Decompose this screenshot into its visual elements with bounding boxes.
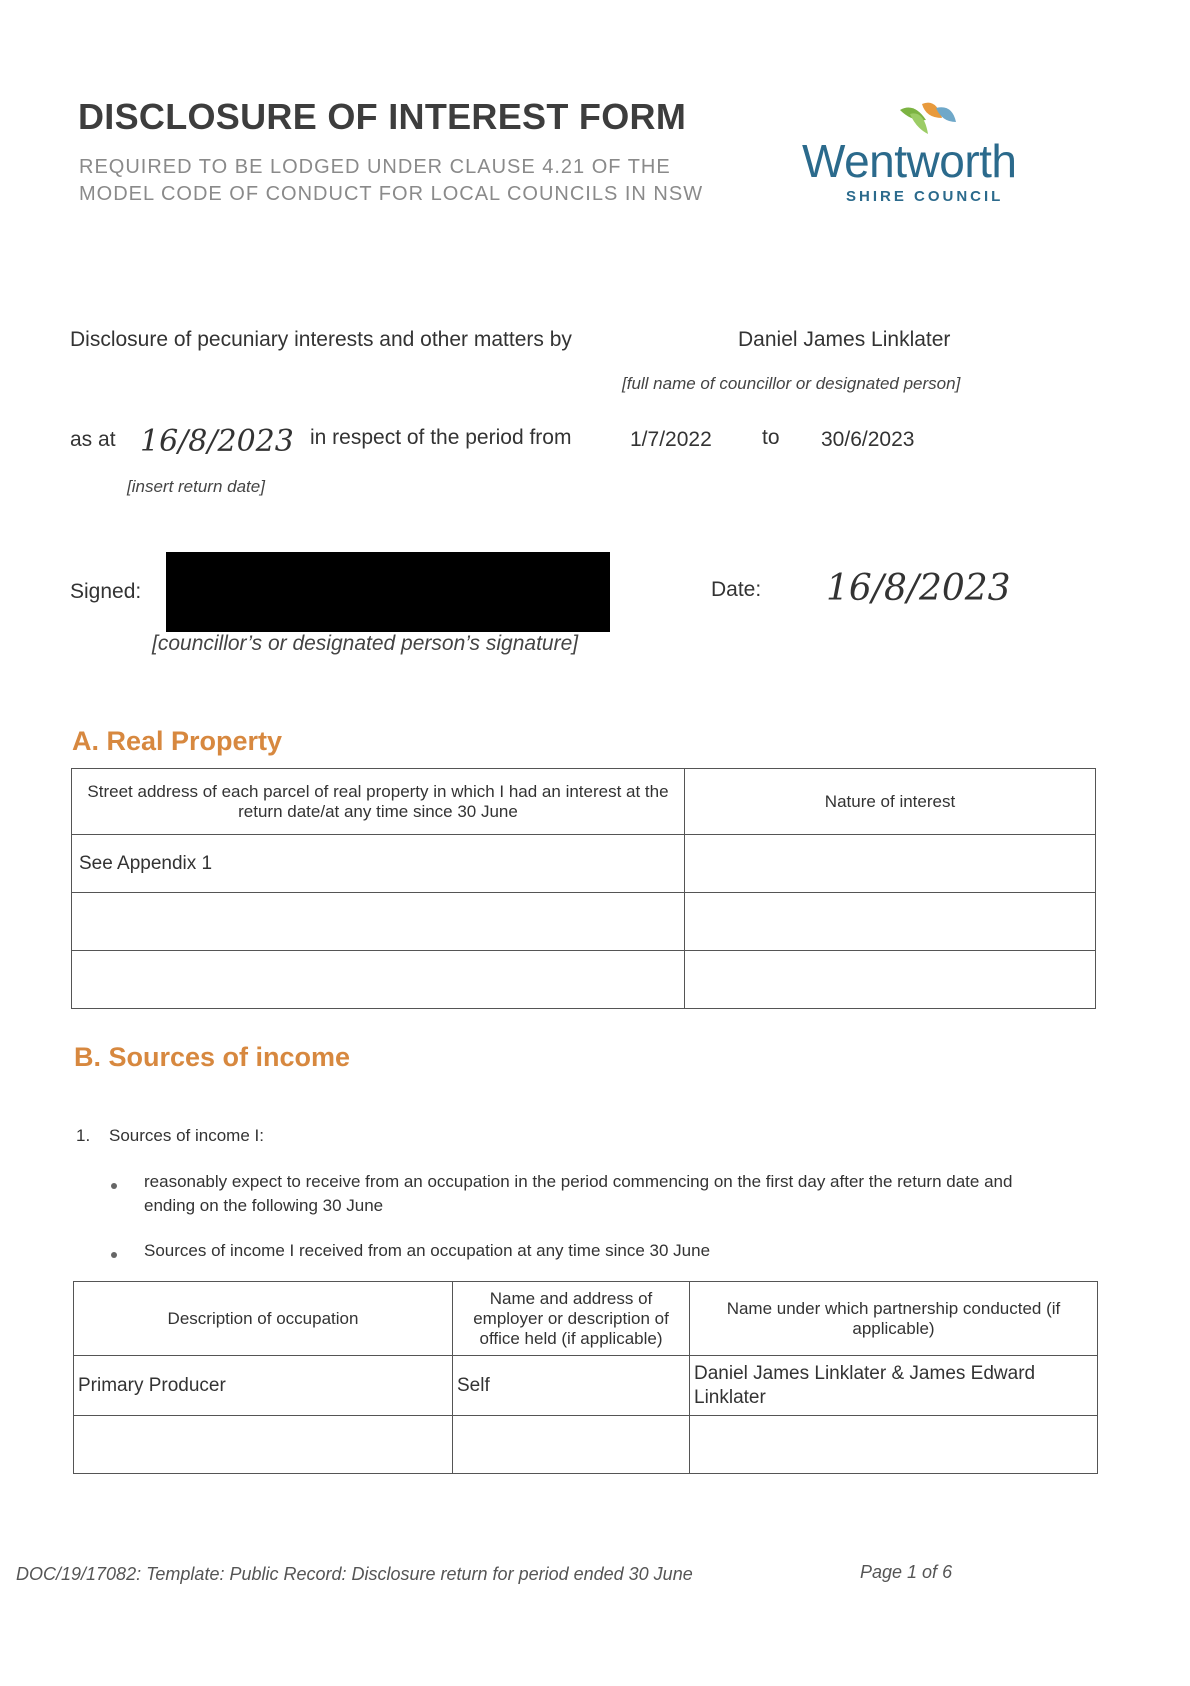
- period-from: 1/7/2022: [630, 428, 712, 451]
- period-to: 30/6/2023: [821, 428, 915, 451]
- income-item-label: Sources of income I:: [109, 1126, 264, 1145]
- table-row: [74, 1416, 1098, 1474]
- bullet-dot: [111, 1183, 117, 1189]
- table-cell: Daniel James Linklater & James Edward Linklater: [690, 1356, 1098, 1416]
- bullet-item: reasonably expect to receive from an occupation in the period commencing on the first day after the return date and ending on the following 30 June: [144, 1172, 1013, 1215]
- logo-wordmark: Wentworth: [802, 135, 1017, 187]
- to-label: to: [762, 426, 780, 449]
- table-cell: Primary Producer: [74, 1356, 453, 1416]
- name-note: [full name of councillor or designated person]: [622, 374, 961, 393]
- column-header: Name under which partnership conducted (if applicable): [690, 1282, 1098, 1356]
- table-cell: [690, 1416, 1098, 1474]
- page-subtitle: REQUIRED TO BE LODGED UNDER CLAUSE 4.21 OF THE MODEL CODE OF CONDUCT FOR LOCAL COUNCILS IN NSW: [79, 156, 704, 205]
- logo-subtext: SHIRE COUNCIL: [846, 188, 1004, 205]
- table-row: [74, 1356, 1098, 1416]
- table-cell: [74, 1416, 453, 1474]
- table-header-row: [72, 769, 1096, 835]
- signed-label: Signed:: [70, 580, 142, 603]
- table-cell: [72, 893, 685, 951]
- table-cell: [72, 951, 685, 1009]
- table-cell: [685, 951, 1096, 1009]
- table-cell: See Appendix 1: [72, 835, 685, 893]
- redacted-signature: [166, 552, 610, 632]
- period-label: in respect of the period from: [310, 426, 572, 449]
- bullet-item: Sources of income I received from an occupation at any time since 30 June: [144, 1241, 711, 1260]
- as-at-label: as at: [70, 428, 116, 451]
- column-header: Street address of each parcel of real property in which I had an interest at the return date/at any time since 30 June: [72, 769, 685, 835]
- as-at-date: 16/8/2023: [140, 424, 294, 459]
- date-label: Date:: [711, 578, 762, 601]
- footer-document-ref: DOC/19/17082: Template: Public Record: Disclosure return for period ended 30 June: [16, 1564, 693, 1584]
- section-b-heading: B. Sources of income: [74, 1042, 351, 1072]
- table-cell: [685, 893, 1096, 951]
- column-header: Description of occupation: [74, 1282, 453, 1356]
- page-number: Page 1 of 6: [860, 1562, 953, 1582]
- item-number: 1.: [76, 1126, 91, 1145]
- signature-note: [councillor’s or designated person’s signature]: [152, 632, 579, 655]
- table-row: [72, 951, 1096, 1009]
- person-name: Daniel James Linklater: [738, 328, 951, 351]
- column-header: Name and address of employer or description of office held (if applicable): [453, 1282, 690, 1356]
- table-row: [72, 835, 1096, 893]
- page-title: DISCLOSURE OF INTEREST FORM: [78, 96, 687, 137]
- table-cell: Self: [453, 1356, 690, 1416]
- real-property-table: [71, 768, 1096, 1009]
- as-at-note: [insert return date]: [127, 477, 265, 496]
- column-header: Nature of interest: [685, 769, 1096, 835]
- table-row: [72, 893, 1096, 951]
- disclosure-by-label: Disclosure of pecuniary interests and other matters by: [70, 328, 572, 351]
- table-cell: [685, 835, 1096, 893]
- table-cell: [453, 1416, 690, 1474]
- leaf-logo-icon: [896, 100, 958, 138]
- bullet-dot: [111, 1252, 117, 1258]
- section-a-heading: A. Real Property: [72, 726, 283, 756]
- income-table: [73, 1281, 1098, 1474]
- table-header-row: [74, 1282, 1098, 1356]
- council-logo: [800, 100, 1060, 210]
- signed-date: 16/8/2023: [826, 568, 1011, 609]
